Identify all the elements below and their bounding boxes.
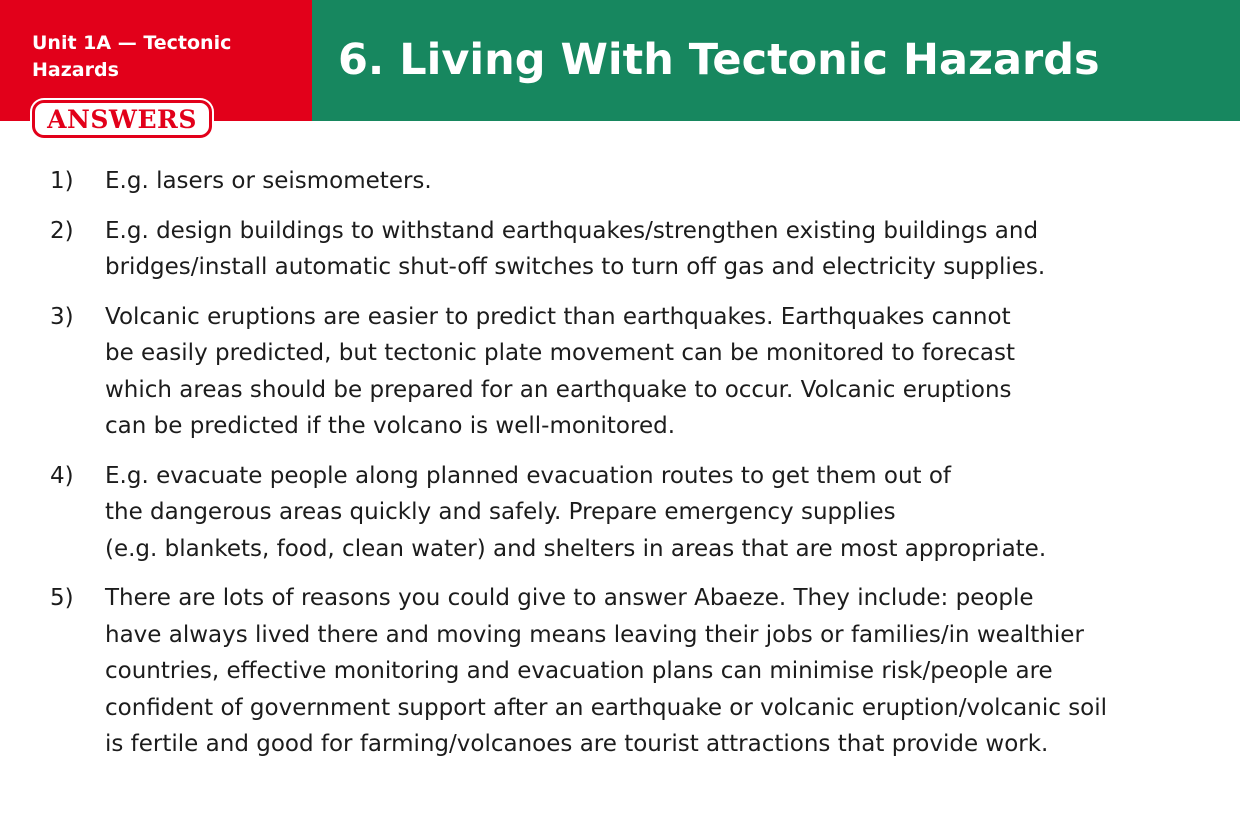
answer-line: which areas should be prepared for an earthquake to occur. Volcanic eruptions xyxy=(105,376,1012,403)
answer-text xyxy=(105,458,1223,568)
answer-line: be easily predicted, but tectonic plate movement can be monitored to forecast xyxy=(105,340,1015,366)
answer-number: 4) xyxy=(50,462,74,489)
answer-line: E.g. evacuate people along planned evacuation routes to get them out of xyxy=(105,462,952,489)
answer-number: 3) xyxy=(50,303,74,330)
answer-line: E.g. lasers or seismometers. xyxy=(105,168,432,194)
answer-text xyxy=(105,213,1223,286)
answer-line: Volcanic eruptions are easier to predict than earthquakes. Earthquakes cannot xyxy=(105,303,1011,330)
answer-number: 1) xyxy=(50,168,74,194)
answer-item xyxy=(0,580,1240,763)
answer-number: 5) xyxy=(50,585,74,611)
answer-line: There are lots of reasons you could give to answer Abaeze. They include: people xyxy=(105,585,1034,611)
page-title: 6. Living With Tectonic Hazards xyxy=(338,35,1100,85)
answer-text xyxy=(105,299,1223,445)
answer-line: have always lived there and moving means leaving their jobs or families/in wealthier xyxy=(105,621,1084,648)
answer-text xyxy=(105,163,1223,200)
answer-number: 2) xyxy=(50,217,74,244)
answer-item xyxy=(0,213,1240,286)
answer-item xyxy=(0,163,1240,200)
answer-line: the dangerous areas quickly and safely. Prepare emergency supplies xyxy=(105,499,896,525)
page-header xyxy=(0,0,1240,134)
answers-badge-label: ANSWERS xyxy=(47,104,197,134)
answers-badge xyxy=(32,100,212,138)
answer-line: bridges/install automatic shut-off switches to turn off gas and electricity supplies. xyxy=(105,254,1046,280)
answer-line: E.g. design buildings to withstand earthquakes/strengthen existing buildings and xyxy=(105,217,1039,244)
answer-line: confident of government support after an earthquake or volcanic eruption/volcanic soil xyxy=(105,694,1108,721)
answers-list xyxy=(0,163,1240,776)
answer-line: is fertile and good for farming/volcanoes are tourist attractions that provide work. xyxy=(105,731,1049,757)
answer-line: countries, effective monitoring and evacuation plans can minimise risk/people are xyxy=(105,658,1053,684)
answer-item xyxy=(0,299,1240,445)
answer-item xyxy=(0,458,1240,568)
answer-text xyxy=(105,580,1223,763)
answer-line: (e.g. blankets, food, clean water) and shelters in areas that are most appropriate. xyxy=(105,535,1047,562)
unit-label: Unit 1A — Tectonic Hazards xyxy=(32,32,232,81)
answer-line: can be predicted if the volcano is well-monitored. xyxy=(105,413,676,439)
